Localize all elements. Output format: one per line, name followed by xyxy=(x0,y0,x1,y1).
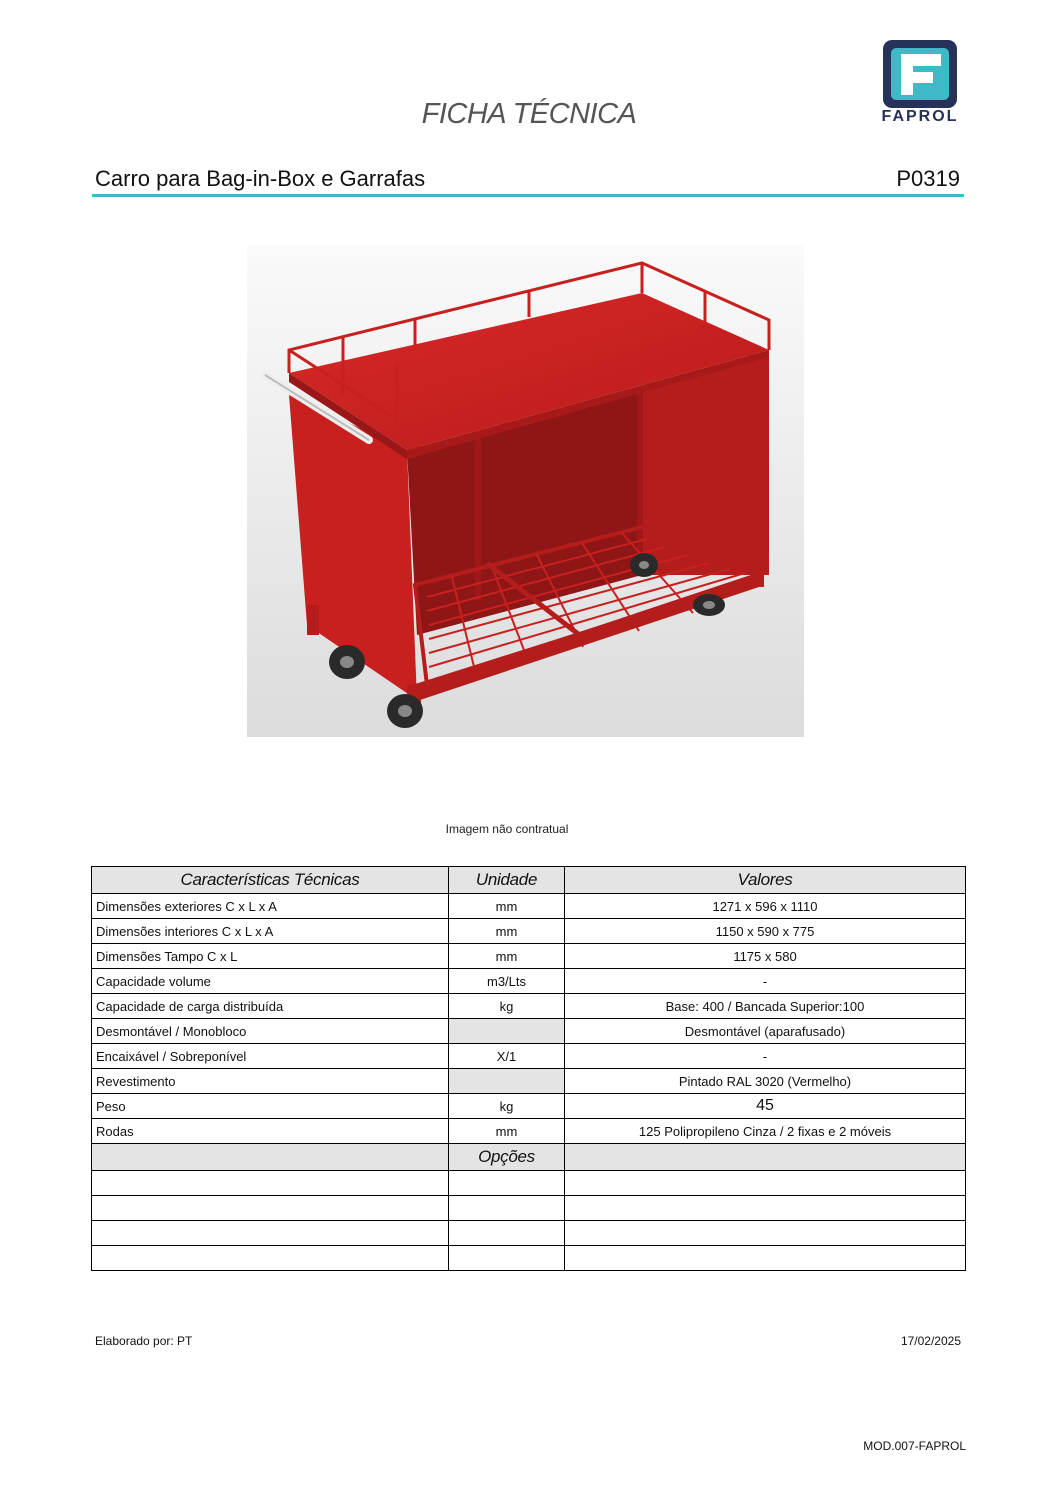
product-name: Carro para Bag-in-Box e Garrafas xyxy=(95,166,426,191)
table-row xyxy=(92,1019,966,1044)
row-unit: m3/Lts xyxy=(449,969,565,994)
row-unit: kg xyxy=(449,994,565,1019)
row-value: 1271 x 596 x 1110 xyxy=(565,894,966,919)
table-row xyxy=(92,919,966,944)
header-characteristics: Características Técnicas xyxy=(92,867,449,894)
row-unit xyxy=(449,1019,565,1044)
row-value: 1150 x 590 x 775 xyxy=(565,919,966,944)
table-row xyxy=(92,1044,966,1069)
options-cell xyxy=(449,1196,565,1221)
table-row xyxy=(92,969,966,994)
row-label: Dimensões interiores C x L x A xyxy=(92,919,449,944)
options-cell xyxy=(449,1246,565,1271)
row-label: Rodas xyxy=(92,1119,449,1144)
options-row xyxy=(92,1246,966,1271)
options-cell xyxy=(92,1246,449,1271)
row-label: Dimensões exteriores C x L x A xyxy=(92,894,449,919)
options-cell xyxy=(92,1196,449,1221)
options-cell xyxy=(92,1221,449,1246)
options-row xyxy=(92,1221,966,1246)
header-unit: Unidade xyxy=(449,867,565,894)
table-row xyxy=(92,1119,966,1144)
specifications-table xyxy=(91,866,966,1271)
row-value: Pintado RAL 3020 (Vermelho) xyxy=(565,1069,966,1094)
row-unit xyxy=(449,1069,565,1094)
table-row xyxy=(92,1094,966,1119)
row-value: Base: 400 / Bancada Superior:100 xyxy=(565,994,966,1019)
table-row xyxy=(92,894,966,919)
table-row xyxy=(92,994,966,1019)
options-header: Opções xyxy=(449,1144,565,1171)
row-value: 1175 x 580 xyxy=(565,944,966,969)
row-label: Peso xyxy=(92,1094,449,1119)
row-label: Capacidade de carga distribuída xyxy=(92,994,449,1019)
footer-form-code: MOD.007-FAPROL xyxy=(863,1439,966,1453)
footer-author: Elaborado por: PT xyxy=(95,1334,193,1348)
options-header-blank xyxy=(92,1144,449,1171)
options-cell xyxy=(449,1221,565,1246)
options-cell xyxy=(565,1246,966,1271)
image-disclaimer: Imagem não contratual xyxy=(445,822,569,836)
options-cell xyxy=(565,1171,966,1196)
row-unit: mm xyxy=(449,944,565,969)
document-title: FICHA TÉCNICA xyxy=(421,98,637,130)
row-unit: X/1 xyxy=(449,1044,565,1069)
row-unit: mm xyxy=(449,894,565,919)
options-row xyxy=(92,1196,966,1221)
title-underline xyxy=(92,194,964,197)
row-label: Revestimento xyxy=(92,1069,449,1094)
row-value: - xyxy=(565,1044,966,1069)
options-cell xyxy=(92,1171,449,1196)
options-header-row xyxy=(92,1144,966,1171)
row-unit: kg xyxy=(449,1094,565,1119)
row-value: 45 xyxy=(565,1094,966,1119)
row-label: Capacidade volume xyxy=(92,969,449,994)
product-image xyxy=(247,245,804,737)
wheel-icon xyxy=(329,645,365,679)
row-unit: mm xyxy=(449,1119,565,1144)
table-header-row xyxy=(92,867,966,894)
row-label: Desmontável / Monobloco xyxy=(92,1019,449,1044)
row-value: Desmontável (aparafusado) xyxy=(565,1019,966,1044)
options-cell xyxy=(449,1171,565,1196)
table-row xyxy=(92,1069,966,1094)
row-label: Encaixável / Sobreponível xyxy=(92,1044,449,1069)
logo-wordmark: FAPROL xyxy=(881,108,959,125)
footer-date: 17/02/2025 xyxy=(900,1334,961,1348)
options-cell xyxy=(565,1196,966,1221)
header-values: Valores xyxy=(565,867,966,894)
row-unit: mm xyxy=(449,919,565,944)
options-cell xyxy=(565,1221,966,1246)
table-row xyxy=(92,944,966,969)
options-row xyxy=(92,1171,966,1196)
row-value: - xyxy=(565,969,966,994)
options-header-blank xyxy=(565,1144,966,1171)
row-value: 125 Polipropileno Cinza / 2 fixas e 2 móveis xyxy=(565,1119,966,1144)
row-label: Dimensões Tampo C x L xyxy=(92,944,449,969)
product-code: P0319 xyxy=(896,166,960,191)
